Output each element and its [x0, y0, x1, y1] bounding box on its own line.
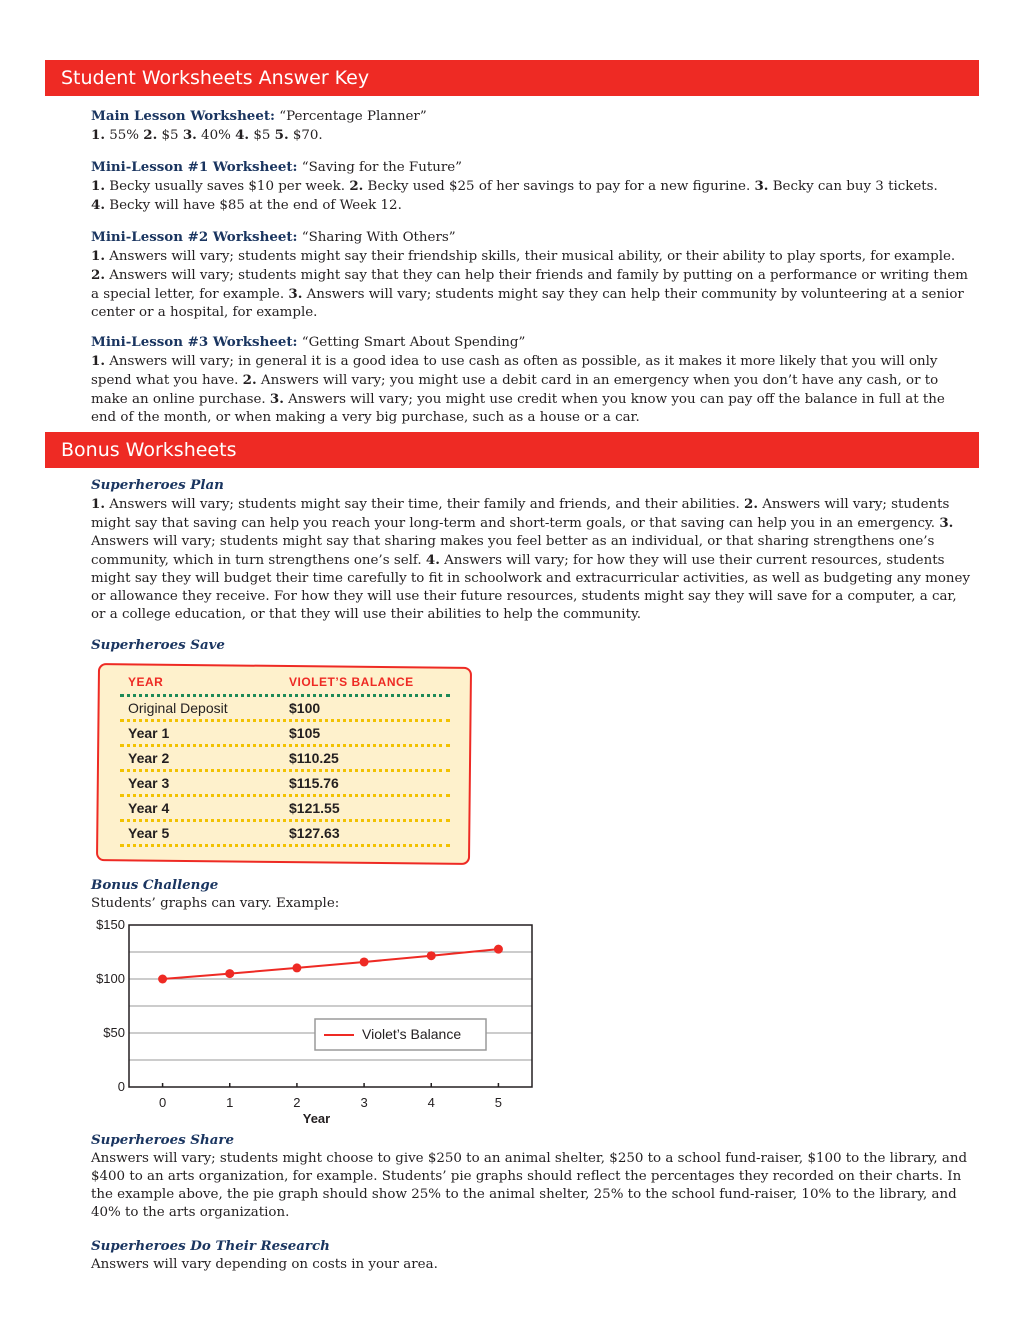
- superheroes-save-title: Superheroes Save: [91, 637, 225, 653]
- table-row: [120, 822, 450, 847]
- mini-lesson-2-block: [91, 228, 971, 322]
- mini-lesson-2-answers: [91, 247, 971, 322]
- main-lesson-subtitle: “Percentage Planner”: [274, 109, 427, 124]
- mini-lesson-3-block: [91, 333, 971, 427]
- answer-text: Answers will vary; you might use a debit card in an emergency when you don’t have any cash, or to make an online purchase.: [91, 373, 939, 407]
- mini-lesson-3-title: Mini-Lesson #3 Worksheet:: [91, 334, 298, 350]
- answer-number: 2.: [349, 178, 364, 194]
- answer-text: $5: [249, 128, 275, 143]
- answer-text: Answers will vary; in general it is a good idea to use cash as often as possible, as it makes it more likely that you will only spend what you have.: [91, 354, 938, 388]
- table-row: [120, 772, 450, 797]
- superheroes-research-block: [91, 1237, 971, 1274]
- table-cell-balance: $115.76: [289, 775, 339, 791]
- answer-text: 55%: [104, 128, 144, 143]
- answer-text: $70.: [288, 128, 323, 143]
- superheroes-plan-answers: [91, 495, 971, 624]
- data-point: [292, 963, 301, 972]
- answer-text: Answers will vary; students might say their friendship skills, their musical ability, or their ability to play sports, for example.: [104, 249, 956, 264]
- main-lesson-title: Main Lesson Worksheet:: [91, 108, 275, 124]
- answer-number: 2.: [91, 267, 105, 283]
- table-cell-balance: $121.55: [289, 800, 340, 816]
- superheroes-save-heading: [91, 636, 971, 655]
- data-point: [158, 975, 167, 984]
- mini-lesson-1-title: Mini-Lesson #1 Worksheet:: [91, 159, 298, 175]
- x-tick-label: 4: [427, 1095, 435, 1110]
- x-tick-label: 5: [494, 1095, 503, 1110]
- table-row: [120, 722, 450, 747]
- answer-text: Answers will vary; students might say they can help their community by volunteering at a senior center or a hospital, for example.: [91, 287, 964, 320]
- data-point: [225, 969, 234, 978]
- answer-number: 2.: [242, 372, 257, 388]
- answer-text: Answers will vary; students might say that sharing makes you feel better as an individual, or that sharing strengthens one’s community, which in turn strengthens one’s self.: [91, 534, 935, 568]
- mini-lesson-1-answers: [91, 177, 971, 215]
- main-lesson-answers: [91, 126, 971, 145]
- table-cell-balance: $100: [289, 700, 321, 716]
- x-axis-label: Year: [302, 1111, 331, 1126]
- mini-lesson-3-subtitle: “Getting Smart About Spending”: [297, 335, 526, 350]
- table-cell-year: Year 2: [128, 750, 170, 766]
- mini-lesson-3-answers: [91, 352, 971, 427]
- y-tick-label: $50: [103, 1025, 125, 1040]
- series-line: [163, 949, 499, 979]
- answer-text: Answers will vary; students might say that saving can help you reach your long-term and short-term goals, or that saving can help you in an emergency.: [91, 497, 950, 531]
- answer-number: 2.: [744, 496, 758, 512]
- answer-key-section: [91, 107, 971, 145]
- superheroes-plan-title: Superheroes Plan: [91, 477, 224, 493]
- mini-lesson-1-block: [91, 158, 971, 215]
- main-lesson-block: [91, 107, 971, 145]
- answer-number: 3.: [269, 391, 284, 407]
- savings-table: [120, 675, 450, 847]
- superheroes-research-title: Superheroes Do Their Research: [91, 1238, 330, 1254]
- table-cell-balance: $105: [289, 725, 321, 741]
- answer-number: 3.: [182, 127, 197, 143]
- table-cell-balance: $110.25: [289, 750, 339, 766]
- answer-key-banner: [45, 60, 979, 96]
- y-tick-label: $150: [96, 917, 125, 932]
- answer-number: 1.: [91, 178, 105, 194]
- bonus-challenge-text: Students’ graphs can vary. Example:: [91, 896, 340, 911]
- mini-lesson-2-subtitle: “Sharing With Others”: [297, 230, 456, 245]
- table-cell-balance: $127.63: [289, 825, 340, 841]
- answer-number: 1.: [91, 496, 105, 512]
- table-cell-year: Year 1: [128, 725, 170, 741]
- bonus-banner: [45, 432, 979, 468]
- answer-number: 1.: [91, 353, 105, 369]
- y-tick-label: 0: [117, 1079, 125, 1094]
- answer-key-banner-title: Student Worksheets Answer Key: [61, 67, 370, 89]
- superheroes-share-text: Answers will vary; students might choose to give $250 to an animal shelter, $250 to a school fund-raiser, $100 to the library, and $400 to an arts organization, for example. Students’ pie graphs should reflect the percentages they recorded on their charts. In the example above, the pie graph should show 25% to the animal shelter, 25% to the school fund-raiser, 10% to the library, and 40% to the arts organization.: [91, 1151, 968, 1220]
- table-cell-year: Year 4: [128, 800, 170, 816]
- answer-text: Answers will vary; for how they will use their current resources, students might say they will budget their time carefully to fit in schoolwork and extracurricular activities, as well as budgeting any money or allowance they receive. For how they will use their future resources, students might say they will save for a computer, a car, or a college education, or that they will use their abilities to help the community.: [91, 553, 971, 622]
- superheroes-plan-block: [91, 476, 971, 624]
- table-row: [120, 797, 450, 822]
- table-cell-year: Original Deposit: [128, 700, 228, 716]
- answer-text: Answers will vary; you might use credit when you know you can pay off the balance in full at the end of the month, or when making a very big purchase, such as a house or a car.: [91, 392, 945, 425]
- mini-lesson-2-title: Mini-Lesson #2 Worksheet:: [91, 229, 298, 245]
- table-row: [120, 747, 450, 772]
- column-header-balance: VIOLET’S BALANCE: [289, 675, 414, 689]
- table-row: [120, 697, 450, 722]
- x-tick-label: 2: [293, 1095, 301, 1110]
- superheroes-share-block: [91, 1131, 971, 1222]
- answer-text: Becky used $25 of her savings to pay for a new figurine.: [363, 179, 755, 194]
- answer-number: 4.: [235, 127, 250, 143]
- answer-number: 5.: [274, 127, 289, 143]
- mini-lesson-1-subtitle: “Saving for the Future”: [297, 160, 462, 175]
- answer-text: Answers will vary; students might say that they can help their friends and family by putting on a performance or writing them a special letter, for example.: [91, 268, 968, 302]
- y-tick-label: $100: [96, 971, 125, 986]
- answer-text: Answers will vary; students might say their time, their family and friends, and their abilities.: [104, 497, 744, 512]
- bonus-challenge-block: [91, 876, 971, 913]
- answer-text: $5: [157, 128, 183, 143]
- balance-line-chart: [85, 915, 545, 1130]
- x-tick-label: 1: [226, 1095, 234, 1110]
- data-point: [494, 945, 503, 954]
- table-cell-year: Year 3: [128, 775, 170, 791]
- bonus-challenge-title: Bonus Challenge: [91, 877, 219, 893]
- answer-number: 2.: [143, 127, 158, 143]
- answer-number: 1.: [91, 127, 105, 143]
- answer-number: 1.: [91, 248, 105, 264]
- answer-text: Becky usually saves $10 per week.: [104, 179, 350, 194]
- superheroes-research-text: Answers will vary depending on costs in your area.: [91, 1257, 438, 1272]
- answer-number: 4.: [425, 552, 440, 568]
- superheroes-share-title: Superheroes Share: [91, 1132, 234, 1148]
- table-cell-year: Year 5: [128, 825, 170, 841]
- answer-number: 3.: [939, 515, 954, 531]
- answer-number: 3.: [754, 178, 769, 194]
- column-header-year: YEAR: [128, 675, 164, 689]
- savings-table-header: [120, 675, 450, 693]
- bonus-banner-title: Bonus Worksheets: [61, 439, 237, 461]
- answer-number: 3.: [288, 286, 303, 302]
- x-tick-label: 3: [360, 1095, 368, 1110]
- x-tick-label: 0: [158, 1095, 167, 1110]
- legend-label: Violet’s Balance: [362, 1026, 462, 1042]
- data-point: [427, 951, 436, 960]
- data-point: [360, 957, 369, 966]
- answer-number: 4.: [91, 197, 105, 213]
- answer-text: 40%: [196, 128, 236, 143]
- answer-text: Becky can buy 3 tickets.: [768, 179, 938, 194]
- answer-text: Becky will have $85 at the end of Week 12.: [104, 198, 402, 213]
